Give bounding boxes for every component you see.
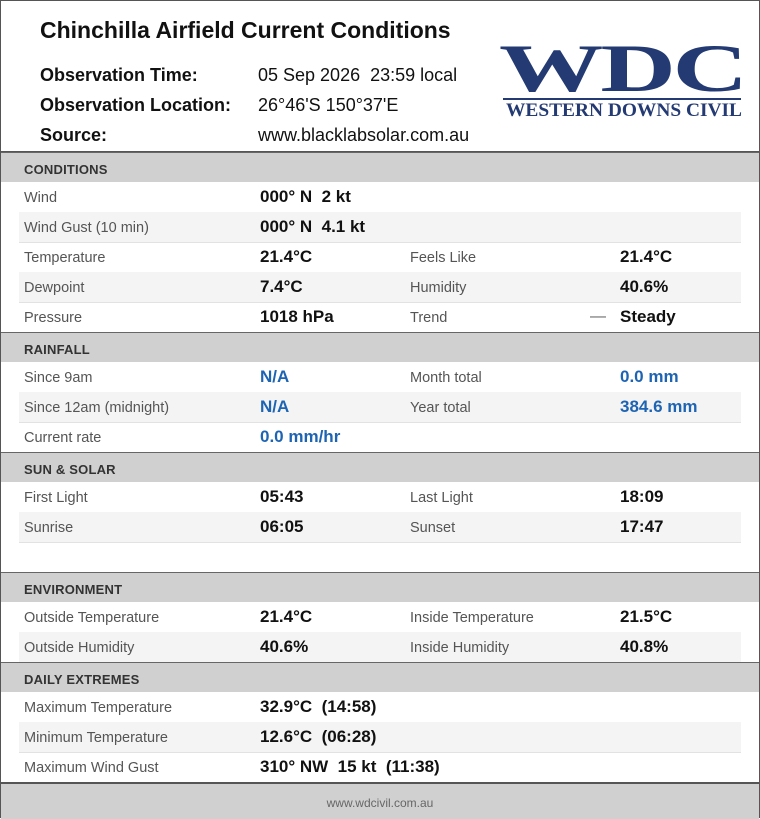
footer — [1, 782, 759, 819]
month-total-label: Month total — [410, 370, 482, 386]
current-rate-value: 0.0 mm/hr — [260, 427, 341, 446]
inside-humidity-label: Inside Humidity — [410, 640, 510, 656]
section-rainfall — [1, 332, 759, 362]
row-dewpoint — [19, 272, 741, 303]
row-sunrise — [19, 512, 741, 543]
min-temperature-value: 12.6°C (06:28) — [260, 727, 377, 746]
page-title: Chinchilla Airfield Current Conditions — [40, 17, 451, 43]
first-light-label: First Light — [24, 490, 88, 506]
section-daily-extremes — [1, 662, 759, 692]
row-max-temperature — [19, 692, 741, 723]
since-9am-label: Since 9am — [24, 370, 93, 386]
row-wind — [19, 182, 741, 213]
wind-gust-label: Wind Gust (10 min) — [24, 220, 149, 236]
spacer — [1, 543, 759, 572]
since-midnight-label: Since 12am (midnight) — [24, 400, 170, 416]
section-heading: RAINFALL — [24, 342, 90, 357]
footer-link[interactable]: www.wdcivil.com.au — [326, 796, 434, 810]
row-temperature — [19, 242, 741, 273]
source-value: www.blacklabsolar.com.au — [258, 125, 470, 145]
section-heading: DAILY EXTREMES — [24, 672, 140, 687]
wind-label: Wind — [24, 190, 58, 206]
pressure-label: Pressure — [24, 310, 83, 326]
source-label: Source: — [40, 125, 108, 145]
row-pressure — [19, 302, 741, 333]
month-total-value: 0.0 mm — [620, 367, 679, 386]
year-total-label: Year total — [410, 400, 471, 416]
obs-time-value: 05 Sep 2026 23:59 local — [258, 65, 458, 85]
trend-value: Steady — [620, 307, 676, 326]
wind-gust-value: 000° N 4.1 kt — [260, 217, 366, 236]
logo-text: WDC — [499, 30, 745, 106]
outside-temperature-label: Outside Temperature — [24, 610, 160, 626]
obs-location-label: Observation Location: — [40, 95, 232, 115]
feels-like-value: 21.4°C — [620, 247, 673, 266]
feels-like-label: Feels Like — [410, 250, 477, 266]
inside-temperature-label: Inside Temperature — [410, 610, 534, 626]
row-since-9am — [19, 362, 741, 393]
obs-location-value: 26°46'S 150°37'E — [258, 95, 399, 115]
section-heading: CONDITIONS — [24, 162, 108, 177]
last-light-label: Last Light — [410, 490, 473, 506]
section-heading: SUN & SOLAR — [24, 462, 116, 477]
wdc-logo — [499, 27, 745, 119]
outside-humidity-value: 40.6% — [260, 637, 309, 656]
inside-humidity-value: 40.8% — [620, 637, 669, 656]
since-midnight-value: N/A — [260, 397, 290, 416]
humidity-value: 40.6% — [620, 277, 669, 296]
section-environment — [1, 572, 759, 602]
wind-value: 000° N 2 kt — [260, 187, 351, 206]
inside-temperature-value: 21.5°C — [620, 607, 673, 626]
year-total-value: 384.6 mm — [620, 397, 698, 416]
header — [1, 1, 759, 153]
max-temperature-value: 32.9°C (14:58) — [260, 697, 377, 716]
logo-subtitle: WESTERN DOWNS CIVIL — [506, 100, 742, 119]
since-9am-value: N/A — [260, 367, 290, 386]
dewpoint-value: 7.4°C — [260, 277, 303, 296]
row-first-light — [19, 482, 741, 513]
sunrise-label: Sunrise — [24, 520, 74, 536]
last-light-value: 18:09 — [620, 487, 664, 506]
row-current-rate — [19, 422, 741, 453]
trend-steady-icon: — — [590, 308, 606, 325]
dewpoint-label: Dewpoint — [24, 280, 85, 296]
outside-humidity-label: Outside Humidity — [24, 640, 135, 656]
row-outside-humidity — [19, 632, 741, 663]
outside-temperature-value: 21.4°C — [260, 607, 313, 626]
sunset-value: 17:47 — [620, 517, 664, 536]
first-light-value: 05:43 — [260, 487, 304, 506]
min-temperature-label: Minimum Temperature — [24, 730, 168, 746]
row-since-midnight — [19, 392, 741, 423]
row-outside-temperature — [19, 602, 741, 633]
temperature-label: Temperature — [24, 250, 106, 266]
row-wind-gust — [19, 212, 741, 243]
temperature-value: 21.4°C — [260, 247, 313, 266]
section-conditions — [1, 152, 759, 182]
max-wind-gust-value: 310° NW 15 kt (11:38) — [260, 757, 440, 776]
max-temperature-label: Maximum Temperature — [24, 700, 173, 716]
obs-time-label: Observation Time: — [40, 65, 198, 85]
pressure-value: 1018 hPa — [260, 307, 334, 326]
trend-label: Trend — [410, 310, 448, 326]
row-max-wind-gust — [19, 752, 741, 782]
section-sun-solar — [1, 452, 759, 482]
max-wind-gust-label: Maximum Wind Gust — [24, 760, 159, 776]
current-rate-label: Current rate — [24, 430, 102, 446]
sunset-label: Sunset — [410, 520, 456, 536]
section-heading: ENVIRONMENT — [24, 582, 123, 597]
humidity-label: Humidity — [410, 280, 467, 296]
sunrise-value: 06:05 — [260, 517, 304, 536]
row-min-temperature — [19, 722, 741, 753]
